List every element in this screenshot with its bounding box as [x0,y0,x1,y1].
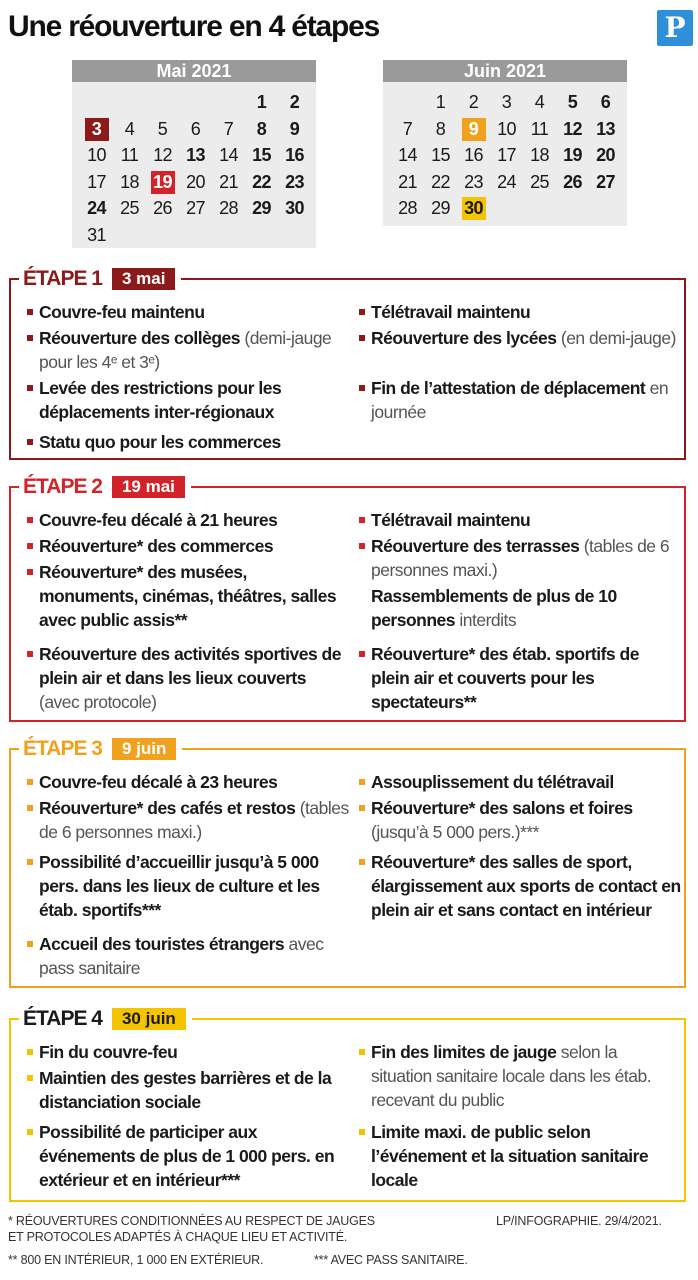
bullet-icon [359,1129,365,1135]
calendar-day: 17 [87,171,106,192]
measure-text: Possibilité d’accueillir jusqu’à 5 000 pers. dans les lieux de culture et les étab. sportifs*** [39,852,320,920]
calendar-day: 26 [563,171,582,192]
section-date-badge: 3 mai [112,268,175,290]
measure-text: Fin du couvre-feu [39,1042,178,1062]
calendar-day: 25 [530,171,549,192]
measure-detail: avec pass sanitaire [39,934,324,978]
bullet-icon [359,651,365,657]
calendar-day: 24 [497,171,516,192]
measure-text: Réouverture des activités sportives de plein air et dans les lieux couverts [39,644,341,688]
section-title: ÉTAPE 1 [23,267,102,290]
measure-item [371,508,681,532]
calendar-day: 31 [87,224,106,245]
bullet-icon [359,805,365,811]
calendar-day-number: 3 [91,118,102,139]
calendar-day: 8 [435,118,446,139]
bullet-icon [359,309,365,315]
calendar-day: 1 [435,92,446,112]
measure-text: Limite maxi. de public selon l’événement et la situation sanitaire locale [371,1122,649,1190]
calendar-day: 29 [252,198,271,218]
measure-text: Levée des restrictions pour les déplacements inter-régionaux [39,378,282,422]
calendar-day: 19 [563,145,582,165]
measure-text: Réouverture* des salons et foires [371,798,633,818]
section-date-badge: 9 juin [112,738,176,760]
bullet-icon [359,385,365,391]
measure-text: Réouverture* des musées, monuments, cinémas, théâtres, salles avec public assis** [39,562,337,630]
calendar-month-title: Mai 2021 [72,60,316,82]
calendar-day: 15 [252,145,271,165]
measure-text: Réouverture* des cafés et restos [39,798,296,818]
calendar-day: 14 [398,145,417,165]
calendar-day: 20 [186,171,205,192]
bullet-icon [27,335,33,341]
calendar-day: 26 [153,198,172,218]
calendar-day: 6 [190,118,201,139]
measure-item [371,534,681,582]
measure-item [39,1120,349,1192]
section-date-badge: 19 mai [112,476,185,498]
calendar-day: 3 [501,92,512,112]
measure-item [39,560,349,632]
calendar-day: 12 [563,118,582,139]
bullet-icon [359,543,365,549]
measure-text: Réouverture* des salles de sport, élargissement aux sports de contact en plein air et sans contact en intérieur [371,852,681,920]
measure-item [39,326,349,374]
calendar-day: 1 [256,92,267,112]
footnote-capacity: ** 800 EN INTÉRIEUR, 1 000 EN EXTÉRIEUR. [8,1253,264,1267]
calendar-day: 13 [186,145,205,165]
section-title: ÉTAPE 4 [23,1007,102,1030]
measure-item [371,642,681,714]
calendar-day: 9 [289,118,300,139]
measure-text: Fin de l’attestation de déplacement [371,378,646,398]
bullet-icon [359,335,365,341]
measure-text: Télétravail maintenu [371,510,531,530]
section-header [19,267,181,291]
measure-item [39,300,349,324]
measure-detail: (tables de 6 personnes maxi.) [39,798,349,842]
measure-text: Fin des limites de jauge [371,1042,557,1062]
section-header [19,737,182,761]
calendar-day-number: 9 [468,118,479,139]
measure-text: Couvre-feu maintenu [39,302,205,322]
section-etape-2 [9,475,686,722]
calendar-day: 8 [256,118,267,139]
measure-item [371,584,681,632]
section-title: ÉTAPE 3 [23,737,102,760]
calendar-day: 13 [596,118,615,139]
measure-text: Réouverture* des commerces [39,536,274,556]
calendar-day: 18 [530,145,549,165]
calendar-day [80,117,113,141]
bullet-icon [27,385,33,391]
measure-item [39,932,349,980]
page-title: Une réouverture en 4 étapes [8,10,380,43]
calendar-day: 23 [285,171,304,192]
calendar-day [146,170,179,194]
bullet-icon [359,859,365,865]
measure-text: Réouverture des lycées [371,328,557,348]
measure-text: Couvre-feu décalé à 23 heures [39,772,278,792]
measure-text: Assouplissement du télétravail [371,772,614,792]
bullet-icon [359,779,365,785]
calendar-day: 12 [153,145,172,165]
measure-item [371,1040,681,1112]
measure-item [39,376,349,424]
calendar-day: 28 [398,198,417,218]
bullet-icon [27,651,33,657]
calendar-day: 15 [431,145,450,165]
measure-detail: (jusqu’à 5 000 pers.)*** [371,822,539,842]
calendar-day: 5 [157,118,168,139]
measure-item [39,430,349,454]
measure-item [371,300,681,324]
section-title: ÉTAPE 2 [23,475,102,498]
credit-line: LP/INFOGRAPHIE. 29/4/2021. [496,1214,662,1228]
bullet-icon [27,439,33,445]
measure-text: Statu quo pour les commerces [39,432,281,452]
section-header [19,475,191,499]
calendar-day: 21 [219,171,238,192]
measure-text: Possibilité de participer aux événements de plus de 1 000 pers. en extérieur et en intérieur*** [39,1122,335,1190]
calendar-day: 10 [87,145,106,165]
section-etape-3 [9,737,686,988]
calendar-day: 16 [285,145,304,165]
measure-detail: interdits [459,610,517,630]
calendar-day: 22 [431,171,450,192]
calendar-day-number: 30 [464,198,483,218]
calendar-june [383,60,627,226]
section-etape-4 [9,1007,686,1202]
bullet-icon [27,805,33,811]
calendar-day: 22 [252,171,271,192]
measure-item [39,770,349,794]
calendar-day: 25 [120,198,139,218]
measure-item [39,534,349,558]
measure-text: Réouverture* des étab. sportifs de plein air et couverts pour les spectateurs** [371,644,639,712]
measure-item [371,850,681,922]
measure-detail: (tables de 6 personnes maxi.) [371,536,670,580]
footnote-conditions-1: * RÉOUVERTURES CONDITIONNÉES AU RESPECT DE JAUGES [8,1214,375,1228]
calendar-day: 24 [87,198,106,218]
measure-text: Accueil des touristes étrangers [39,934,285,954]
measure-item [39,1040,349,1064]
measure-item [39,850,349,922]
measure-item [39,642,349,714]
bullet-icon [359,517,365,523]
calendar-day: 4 [124,118,135,139]
bullet-icon [27,1129,33,1135]
calendar-day: 4 [534,92,545,112]
calendar-day [457,196,490,220]
calendar-day-number: 19 [153,171,172,192]
measure-text: Maintien des gestes barrières et de la distanciation sociale [39,1068,332,1112]
measure-item [371,376,681,424]
calendar-day: 6 [600,92,611,112]
calendar-day: 7 [402,118,413,139]
measure-detail: (avec protocole) [39,692,157,712]
bullet-icon [359,1049,365,1055]
calendar-day: 27 [596,171,615,192]
footnote-conditions-2: ET PROTOCOLES ADAPTÉS À CHAQUE LIEU ET ACTIVITÉ. [8,1230,348,1244]
calendar-day: 23 [464,171,483,192]
measure-text: Réouverture des terrasses [371,536,580,556]
bullet-icon [27,859,33,865]
measure-item [39,1066,349,1114]
bullet-icon [27,569,33,575]
bullet-icon [27,1049,33,1055]
measure-text: Télétravail maintenu [371,302,531,322]
calendar-day: 16 [464,145,483,165]
section-date-badge: 30 juin [112,1008,186,1030]
calendar-day: 30 [285,198,304,218]
measure-text: Rassemblements de plus de 10 personnes [371,586,617,630]
bullet-icon [27,517,33,523]
calendar-day: 11 [120,145,139,165]
calendar-day: 2 [289,92,300,112]
calendar-day: 7 [223,118,234,139]
measure-item [371,1120,681,1192]
bullet-icon [27,309,33,315]
calendar-day: 18 [120,171,139,192]
calendar-day: 28 [219,198,238,218]
footnote-pass: *** AVEC PASS SANITAIRE. [314,1253,468,1267]
measure-item [39,508,349,532]
measure-detail: (en demi-jauge) [560,328,676,348]
calendar-day: 14 [219,145,238,165]
measure-item [39,796,349,844]
bullet-icon [27,543,33,549]
calendar-day: 20 [596,145,615,165]
calendar-month-title: Juin 2021 [383,60,627,82]
calendar-day: 17 [497,145,516,165]
calendar-day: 29 [431,198,450,218]
calendar-day: 10 [497,118,516,139]
section-etape-1 [9,267,686,460]
calendar-day: 27 [186,198,205,218]
calendar-day: 11 [530,118,549,139]
measure-detail: (demi-jauge pour les 4ᵉ et 3ᵉ) [39,328,332,372]
measure-text: Réouverture des collèges [39,328,240,348]
calendar-day: 5 [567,92,578,112]
measure-text: Couvre-feu décalé à 21 heures [39,510,278,530]
calendar-day: 2 [468,92,479,112]
measure-item [371,796,681,844]
section-header [19,1007,192,1031]
bullet-icon [27,779,33,785]
bullet-icon [27,1075,33,1081]
calendar-day: 21 [398,171,417,192]
measure-item [371,770,681,794]
publisher-logo: P [657,10,693,46]
measure-item [371,326,681,350]
measure-detail: selon la situation sanitaire locale dans les étab. recevant du public [371,1042,652,1110]
calendar-may [72,60,316,248]
measure-detail: en journée [371,378,669,422]
calendar-day [457,117,490,141]
bullet-icon [27,941,33,947]
